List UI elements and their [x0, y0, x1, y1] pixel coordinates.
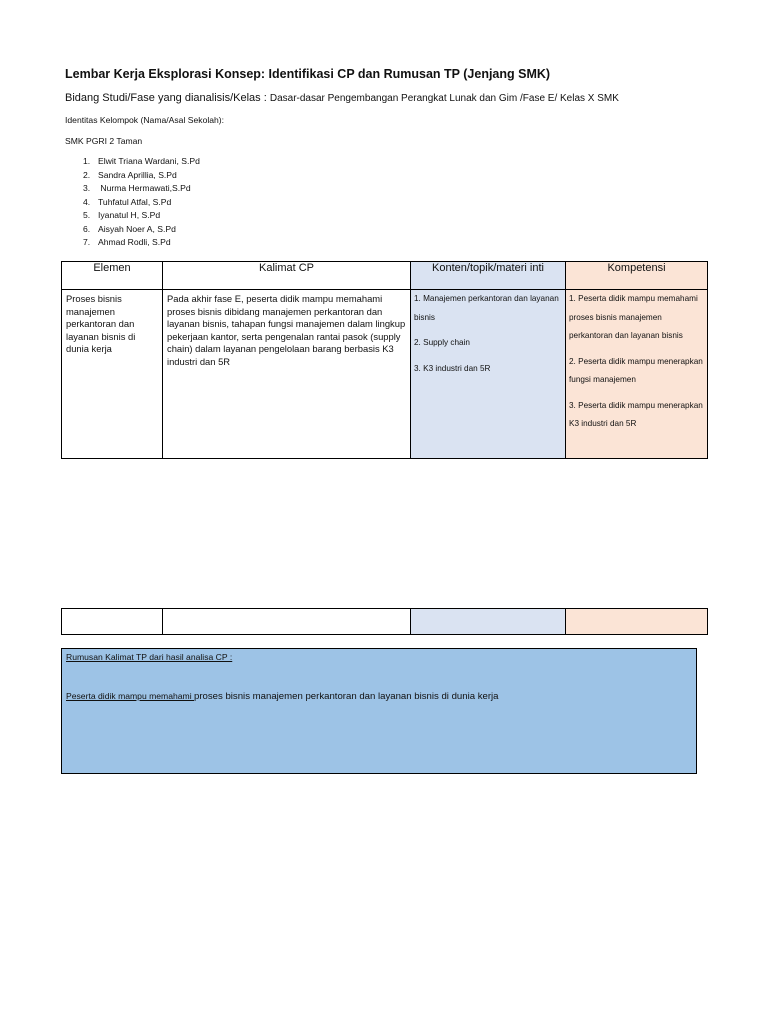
member-name: Sandra Aprillia, S.Pd — [98, 169, 177, 180]
empty-cell[interactable] — [62, 609, 163, 635]
konten-list — [411, 290, 565, 378]
member-name: Elwit Triana Wardani, S.Pd — [98, 156, 200, 166]
subject-label: Bidang Studi/Fase yang dianalisis/Kelas : — [65, 92, 270, 104]
member-name: Iyanatul H, S.Pd — [98, 210, 161, 220]
member-name: Ahmad Rodli, S.Pd — [98, 237, 171, 247]
page-title: Lembar Kerja Eksplorasi Konsep: Identifikasi CP dan Rumusan TP (Jenjang SMK) — [65, 67, 551, 81]
member-number: 6. — [83, 223, 91, 234]
member-item — [83, 182, 200, 196]
header-kalimat-cp: Kalimat CP — [163, 262, 411, 290]
member-name: Aisyah Noer A, S.Pd — [98, 223, 176, 234]
member-item — [83, 196, 200, 210]
empty-cell[interactable] — [411, 609, 566, 635]
header-konten: Konten/topik/materi inti — [411, 262, 566, 290]
empty-table — [61, 608, 708, 635]
member-item — [83, 236, 200, 250]
table-row — [62, 290, 708, 459]
member-list — [83, 155, 200, 250]
empty-cell[interactable] — [163, 609, 411, 635]
member-number: 3. — [83, 183, 91, 193]
formula-label: Rumusan Kalimat TP dari hasil analisa CP : — [66, 652, 233, 662]
kompetensi-item: 1. Peserta didik mampu memahami proses bisnis manajemen perkantoran dan layanan bisnis — [569, 294, 698, 340]
member-item — [83, 209, 200, 223]
header-elemen: Elemen — [62, 262, 163, 290]
formula-text-rest: proses bisnis manajemen perkantoran dan layanan bisnis di dunia kerja — [194, 691, 499, 702]
member-name: Tuhfatul Atfal, S.Pd — [98, 196, 172, 207]
cell-elemen — [62, 290, 163, 459]
subject-line — [65, 92, 619, 104]
elemen-text: Proses bisnis manajemen perkantoran dan layanan bisnis di dunia kerja — [66, 293, 136, 355]
cp-analysis-table — [61, 261, 708, 459]
cell-kompetensi — [566, 290, 708, 459]
formula-text — [66, 691, 499, 702]
school-name: SMK PGRI 2 Taman — [65, 136, 143, 146]
konten-item: 3. K3 industri dan 5R — [414, 363, 491, 373]
group-identity-label: Identitas Kelompok (Nama/Asal Sekolah): — [65, 115, 225, 125]
subject-value: Dasar-dasar Pengembangan Perangkat Lunak dan Gim /Fase E/ Kelas X SMK — [269, 93, 619, 104]
member-number: 4. — [83, 196, 91, 207]
table-row — [62, 609, 708, 635]
member-item — [83, 223, 200, 237]
kompetensi-list — [566, 290, 707, 434]
header-kompetensi: Kompetensi — [566, 262, 708, 290]
tp-formula-box — [61, 648, 697, 774]
konten-item: 2. Supply chain — [414, 338, 470, 347]
member-number: 5. — [83, 210, 91, 220]
cell-konten — [411, 290, 566, 459]
konten-item: 1. Manajemen perkantoran dan layanan bisnis — [414, 294, 559, 322]
member-item — [83, 155, 200, 169]
member-number: 2. — [83, 169, 91, 180]
cell-kalimat-cp — [163, 290, 411, 459]
kalimat-cp-text: Pada akhir fase E, peserta didik mampu memahami proses bisnis dibidang manajemen perkantoran dan layanan bisnis, tahapan fungsi manajemen dalam lingkup pekerjaan kantor, serta pengenalan rantai pasok (supply chain) dalam layanan pengelolaan barang berbasis K3 industri dan 5R — [167, 293, 406, 367]
empty-cell[interactable] — [566, 609, 708, 635]
member-number: 1. — [83, 156, 91, 166]
member-name: Nurma Hermawati,S.Pd — [98, 183, 191, 193]
member-item — [83, 169, 200, 183]
member-number: 7. — [83, 237, 91, 247]
kompetensi-item: 3. Peserta didik mampu menerapkan K3 industri dan 5R — [569, 400, 703, 428]
formula-text-underlined: Peserta didik mampu memahami — [66, 691, 194, 701]
kompetensi-item: 2. Peserta didik mampu menerapkan fungsi manajemen — [569, 356, 703, 384]
table-header-row — [62, 262, 708, 290]
